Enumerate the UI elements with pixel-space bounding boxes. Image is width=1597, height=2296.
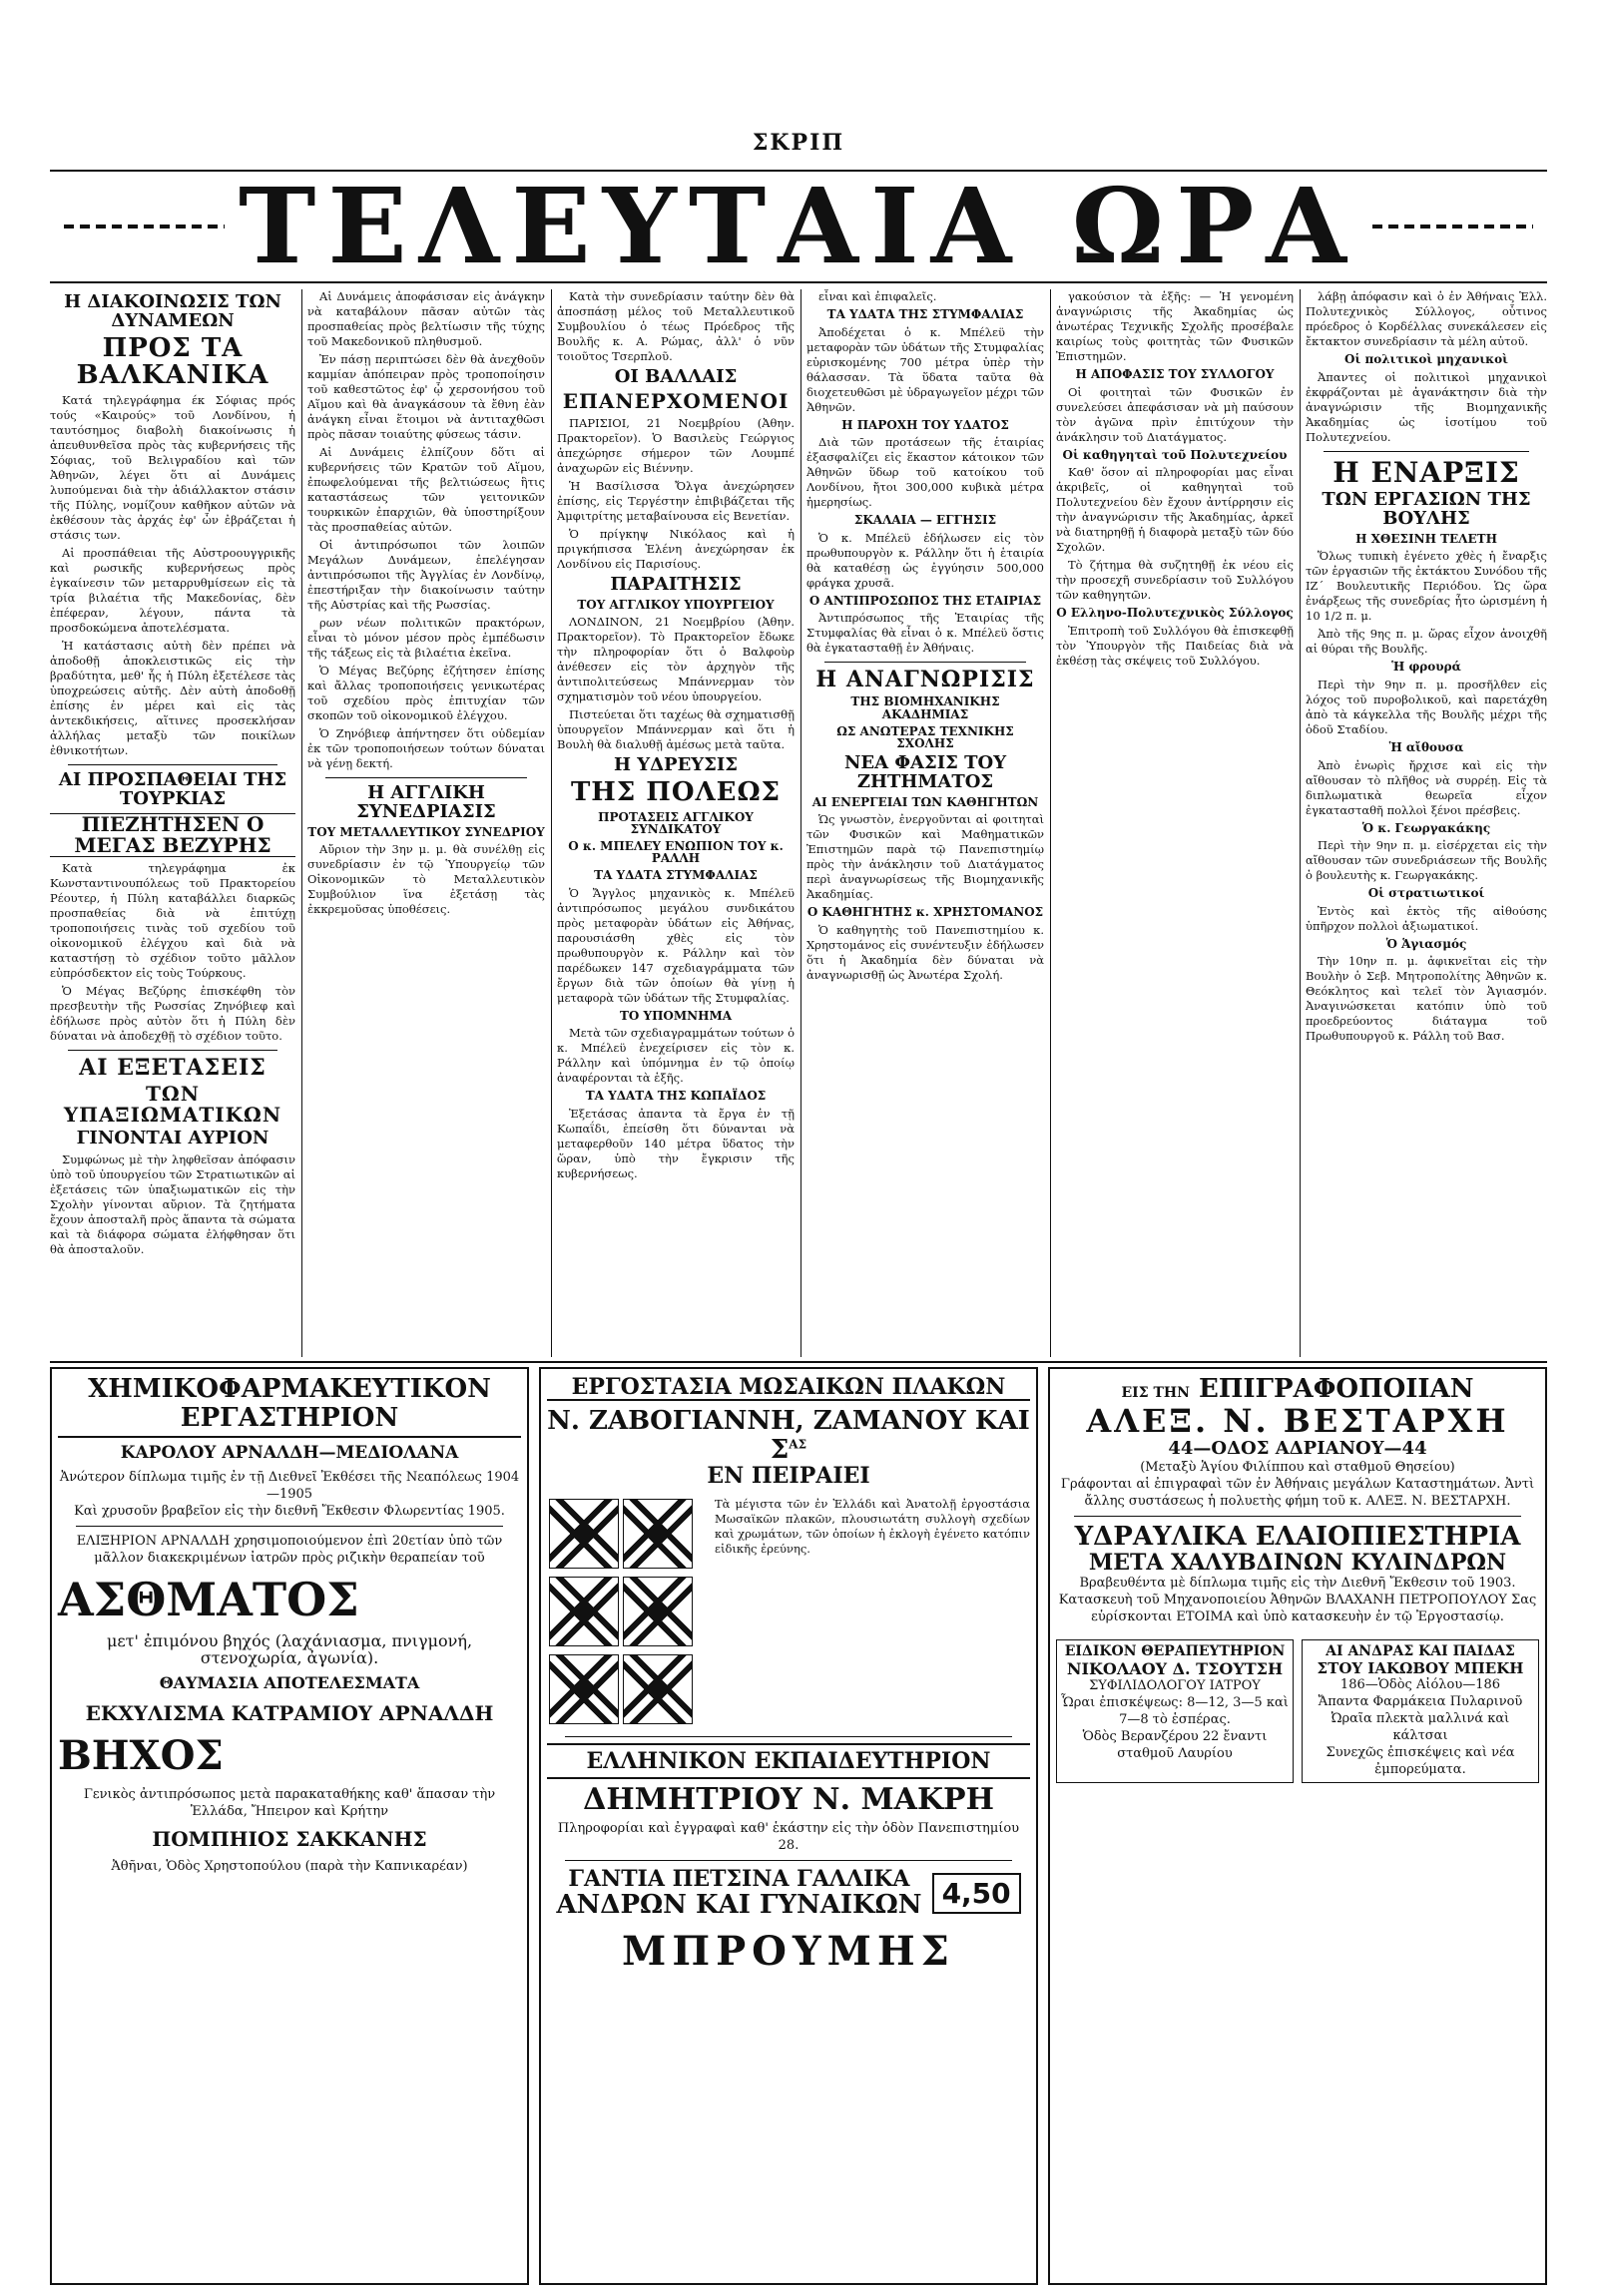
headline: Η ΕΝΑΡΞΙΣ bbox=[1332, 455, 1520, 489]
article-body bbox=[806, 812, 1044, 902]
paragraph: Ἐπιτροπὴ τοῦ Συλλόγου θὰ ἐπισκεφθῇ τὸν Ὑπουργὸν τῆς Παιδείας διὰ νὰ ἐκθέσῃ τὰς σκέψεις τοῦ Συλλόγου. bbox=[1056, 623, 1294, 668]
mosaic-tile bbox=[623, 1654, 693, 1724]
mosaic-tile bbox=[549, 1577, 619, 1646]
ad-name: ΚΑΡΟΛΟΥ ΑΡΝΑΛΔΗ—ΜΕΔΙΟΛΑΝΑ bbox=[120, 1443, 459, 1464]
headline: Ο ΑΝΤΙΠΡΟΣΩΠΟΣ ΤΗΣ ΕΤΑΙΡΙΑΣ bbox=[808, 593, 1042, 608]
ad-pre: ΕΙΣ ΤΗΝ bbox=[1121, 1385, 1190, 1401]
paragraph: Αἱ Δυνάμεις ἐλπίζουν δὅτι αἱ κυβερνήσεις τῶν Κρατῶν τοῦ Αἵμου, ἐπωφελούμεναι τῆς βελτιώσεως ἣτις καταστάσεως τῶν γειτονικῶν τουρκικῶν ἐπαρχιῶν, θὰ ὑποστηρίξουν τὰς προσπαθείας αὐτῶν. bbox=[307, 445, 545, 534]
column-rule bbox=[551, 289, 552, 1357]
divider bbox=[68, 1050, 277, 1051]
ad-title: ΕΛΛΗΝΙΚΟΝ ΕΚΠΑΙΔΕΥΤΗΡΙΟΝ bbox=[547, 1743, 1030, 1779]
article-body bbox=[806, 325, 1044, 415]
ad-line: Ἄπαντα Φαρμάκεια Πυλαρινοῦ bbox=[1318, 1694, 1523, 1710]
ad-line: Ἀθῆναι, Ὁδὸς Χρηστοπούλου (παρὰ τὴν Καπνικαρέαν) bbox=[111, 1859, 468, 1875]
headline: ΤΟΥ ΑΓΓΛΙΚΟΥ ΥΠΟΥΡΓΕΙΟΥ bbox=[577, 597, 775, 612]
paragraph: Πιστεύεται ὅτι ταχέως θὰ σχηματισθῇ ὑπουργεῖον Μπάννερμαν καὶ ὅτι ἡ Βουλὴ θὰ διαλυθῇ ἀμέσως μετὰ ταῦτα. bbox=[557, 707, 795, 752]
ad-line: Καὶ χρυσοῦν βραβεῖον εἰς τὴν διεθνῆ Ἔκθεσιν Φλωρεντίας 1905. bbox=[74, 1503, 505, 1519]
headline: ΑΙ ΕΝΕΡΓΕΙΑΙ ΤΩΝ ΚΑΘΗΓΗΤΩΝ bbox=[811, 794, 1039, 809]
paragraph: ΛΟΝΔΙΝΟΝ, 21 Νοεμβρίου (Ἀθην. Πρακτορεῖον). Τὸ Πρακτορεῖον ἔδωκε τὴν πληροφορίαν ὅτι ὁ Βαλφοὺρ ἀνέθεσεν εἰς τὸν ἀρχηγὸν τῆς ἀντιπολιτεύσεως Μπάννερμαν τὸν σχηματισμὸν τοῦ νέου ὑπουργείου. bbox=[557, 615, 795, 704]
paragraph: Ὁ Ἄγγλος μηχανικὸς κ. Μπέλεϋ ἀντιπρόσωπος μεγάλου συνδικάτου πρὸς μεταφορὰν ὑδάτων εἰς Ἀθήνας, παρουσιάσθη χθὲς εἰς τὸν πρωθυπουργὸν κ. Ράλλην καὶ τὸν παρέδωκεν 147 σχεδιαγράμματα τῶν ἔργων διὰ τῶν ὁποίων θὰ γίνῃ ἡ μεταφορὰ τῶν ὑδάτων τῆς Στυμφαλίας. bbox=[557, 885, 795, 1005]
headline: ΑΙ ΠΡΟΣΠΑΘΕΙΑΙ ΤΗΣ ΤΟΥΡΚΙΑΣ bbox=[58, 769, 287, 810]
article-body bbox=[307, 289, 545, 771]
headline: Η ΔΙΑΚΟΙΝΩΣΙΣ ΤΩΝ ΔΥΝΑΜΕΩΝ bbox=[64, 291, 281, 331]
ad-line: εὑρίσκονται ΕΤΟΙΜΑ καὶ ὑπὸ κατασκευὴν ἐν τῷ Ἐργοστασίῳ. bbox=[1091, 1609, 1504, 1625]
paragraph: Κατὰ τηλεγράφημα ἐκ Κωνσταντινουπόλεως τοῦ Πρακτορείου Ρέουτερ, ἡ Πύλη καταβάλλει διαρκῶς προσπαθείας διὰ νὰ ἐπιτύχῃ τροποποιήσεις τινὰς τοῦ σχεδίου τοῦ οἰκονομικοῦ ἐλέγχου καὶ διὰ νὰ καταστήσῃ τὸ σχέδιον τοῦτο μᾶλλον εὐπρόσδεκτον εἰς τοὺς Τούρκους. bbox=[50, 861, 295, 981]
article-body bbox=[557, 289, 795, 364]
ad-title bbox=[1056, 1375, 1539, 1404]
headline: ΕΠΑΝΕΡΧΟΜΕΝΟΙ bbox=[562, 388, 790, 413]
divider bbox=[76, 1526, 503, 1527]
ad-name-text: Ν. ΖΑΒΟΓΙΑΝΝΗ, ΖΑΜΑΝΟΥ ΚΑΙ Σ bbox=[547, 1406, 1030, 1465]
paragraph: Περὶ τὴν 9ην π. μ. εἰσέρχεται εἰς τὴν αἴθουσαν τῶν συνεδριάσεων τῆς Βουλῆς ὁ βουλευτὴς κ. Γεωργακάκης. bbox=[1306, 838, 1547, 883]
ad-name: ΣΤΟΥ ΙΑΚΩΒΟΥ ΜΠΕΚΗ bbox=[1317, 1658, 1524, 1677]
shop-name: ΜΠΡΟΥΜΗΣ bbox=[622, 1927, 955, 1975]
paragraph: Ὡς γνωστὸν, ἐνεργοῦνται αἱ φοιτηταὶ τῶν Φυσικῶν καὶ Μαθηματικῶν Ἐπιστημῶν παρὰ τῷ Πανεπιστημίῳ πρὸς τὴν ἀνάκλησιν τοῦ Διατάγματος περὶ ἀναγνωρίσεως τῆς Βιομηχανικῆς Ἀκαδημίας. bbox=[806, 812, 1044, 902]
paragraph: Ὁ Μέγας Βεζύρης ἐζήτησεν ἐπίσης καὶ ἄλλας τροποποιήσεις γενικωτέρας τοῦ σχεδίου πρὸς ἐπιτυχίαν τῶν σκοπῶν τοῦ οἰκονομικοῦ ἐλέγχου. bbox=[307, 664, 545, 722]
paragraph: Ἐντὸς καὶ ἐκτὸς τῆς αἰθούσης ὑπῆρχον πολλοὶ ἀξιωματικοί. bbox=[1306, 903, 1547, 933]
right-flourish bbox=[1372, 225, 1533, 229]
ad-title: ΓΑΝΤΙΑ ΠΕΤΣΙΝΑ ΓΑΛΛΙΚΑ bbox=[568, 1865, 910, 1892]
mosaic-tile bbox=[623, 1577, 693, 1646]
paragraph: Καθ' ὅσον αἱ πληροφορίαι μας εἶναι ἀκριβεῖς, οἱ καθηγηταὶ τοῦ Πολυτεχνείου δὲν ἔχουν ἀντίρρησιν εἰς τὴν ἀναγνώρισιν τῆς Ἀκαδημίας, ἀρκεῖ νὰ διατηρηθῇ ἡ διαφορὰ μεταξὺ τῶν δύο Σχολῶν. bbox=[1056, 465, 1294, 555]
paragraph: Μετὰ τῶν σχεδιαγραμμάτων τούτων ὁ κ. Μπέλεϋ ἐνεχείρισεν εἰς τὸν κ. Ράλλην καὶ ὑπόμνημα ἐν τῷ ὁποίῳ ἀναφέρονται τὰ ἑξῆς. bbox=[557, 1026, 795, 1086]
ad-line: ΕΚΧΥΛΙΣΜΑ ΚΑΤΡΑΜΙΟΥ ΑΡΝΑΛΔΗ bbox=[85, 1701, 494, 1726]
column-2 bbox=[307, 289, 545, 1357]
divider bbox=[824, 662, 1026, 663]
paragraph: Κατὰ τὴν συνεδρίασιν ταύτην δὲν θὰ ἀποσπάσῃ μέλος τοῦ Μεταλλευτικοῦ Συμβουλίου ὁ τέως Πρόεδρος τῆς Βουλῆς κ. Α. Ρώμας, ἀλλ' ὁ νῦν τοιοῦτος Τσερπλοῦ. bbox=[557, 289, 795, 363]
article-body bbox=[1306, 549, 1547, 657]
paragraph: Ἀποδέχεται ὁ κ. Μπέλεϋ τὴν μεταφορὰν τῶν ὑδάτων τῆς Στυμφαλίας εὑρισκομένης 700 μέτρα ὑπὲρ τὴν θάλασσαν. Τὰ ὕδατα ταῦτα θὰ διοχετευθῶσι μὲ ὑδραγωγεῖον μέχρι τῶν Ἀθηνῶν. bbox=[806, 324, 1044, 414]
headline: ΤΟΥ ΜΕΤΑΛΛΕΥΤΙΚΟΥ ΣΥΝΕΔΡΙΟΥ bbox=[307, 824, 545, 839]
ad-line: ΕΛΙΞΗΡΙΟΝ ΑΡΝΑΛΔΗ χρησιμοποιούμενον ἐπὶ 20ετίαν ὑπὸ τῶν μᾶλλον διακεκριμένων ἰατρῶν πρὸς ριζικὴν θεραπείαν τοῦ bbox=[76, 1533, 503, 1566]
article-body bbox=[806, 923, 1044, 983]
ad-title-text: ΕΠΙΓΡΑΦΟΠΟΙΙΑΝ bbox=[1199, 1374, 1474, 1404]
column-3 bbox=[557, 289, 795, 1357]
article-body bbox=[557, 1026, 795, 1086]
small-ads bbox=[1056, 1635, 1539, 1787]
paragraph: Ὁ Μέγας Βεζύρης ἐπισκέφθη τὸν πρεσβευτὴν τῆς Ρωσσίας Ζηνόβιεφ καὶ ἐδήλωσε πρὸς αὐτὸν ὅτι ἡ Πύλη δὲν δύναται νὰ ἀποδεχθῇ τὸ σχέδιον τοῦτο. bbox=[50, 984, 295, 1044]
divider bbox=[325, 777, 527, 778]
article-body bbox=[1306, 678, 1547, 737]
ad-title: ΜΕΤΑ ΧΑΛΥΒΔΙΝΩΝ ΚΥΛΙΝΔΡΩΝ bbox=[1088, 1550, 1507, 1577]
mosaic-tile bbox=[549, 1654, 619, 1724]
gloves-ad bbox=[547, 1867, 1030, 1920]
paragraph: Αἱ Δυνάμεις ἀποφάσισαν εἰς ἀνάγκην νὰ καταβάλουν πᾶσαν αὐτῶν τὰς προσπαθείας πρὸς βελτίωσιν τῆς τύχης τοῦ Μακεδονικοῦ πληθυσμοῦ. bbox=[307, 289, 545, 348]
article-body bbox=[1056, 289, 1294, 364]
headline: Η ΑΝΑΓΝΩΡΙΣΙΣ bbox=[815, 667, 1035, 693]
paragraph: Ἐξετάσας ἀπαντα τὰ ἔργα ἐν τῇ Κωπαΐδι, ἐπείσθη ὅτι δύνανται νὰ μεταφερθοῦν 140 μέτρα ὕδατος τὴν ὥραν, ὑπὸ τὴν ἔγκρισιν τῆς κυβερνήσεως. bbox=[557, 1106, 795, 1180]
headline: Η ΧΘΕΣΙΝΗ ΤΕΛΕΤΗ bbox=[1355, 531, 1497, 546]
mosaic-tile bbox=[623, 1499, 693, 1569]
tile-grid bbox=[547, 1497, 707, 1730]
headline: Η ΑΠΟΦΑΣΙΣ ΤΟΥ ΣΥΛΛΟΓΟΥ bbox=[1075, 367, 1275, 381]
article-body bbox=[1056, 385, 1294, 445]
ad-signs bbox=[1048, 1367, 1547, 2285]
article-body bbox=[307, 842, 545, 917]
ad-line: ΣΥΦΙΛΙΔΟΛΟΓΟΥ ΙΑΤΡΟΥ bbox=[1089, 1678, 1261, 1694]
masthead-banner bbox=[50, 165, 1547, 287]
ad-line: Συνεχῶς ἐπισκέψεις καὶ νέα ἐμπορεύματα. bbox=[1326, 1745, 1515, 1778]
article-body bbox=[1306, 289, 1547, 349]
top-masthead-word: ΣΚΡΙΠ bbox=[752, 130, 845, 156]
section-rule bbox=[50, 1361, 1547, 1363]
ad-name-sup: ΑΣ bbox=[789, 1437, 807, 1452]
ad-line: (Μεταξὺ Ἁγίου Φιλίππου καὶ σταθμοῦ Θησείου) bbox=[1140, 1459, 1455, 1475]
headline: ΤΑ ΥΔΑΤΑ ΣΤΥΜΦΑΛΙΑΣ bbox=[594, 867, 758, 882]
ad-title: ΕΙΔΙΚΟΝ ΘΕΡΑΠΕΥΤΗΡΙΟΝ bbox=[1064, 1643, 1286, 1660]
divider bbox=[565, 1860, 1012, 1861]
paragraph: Τὸ ζήτημα θὰ συζητηθῇ ἐκ νέου εἰς τὴν προσεχῆ συνεδρίασιν τοῦ Συλλόγου τῶν καθηγητῶν. bbox=[1056, 558, 1294, 603]
column-5 bbox=[1056, 289, 1294, 1357]
article-body bbox=[557, 1107, 795, 1181]
ad-title: ΕΡΓΟΣΤΑΣΙΑ ΜΩΣΑΙΚΩΝ ΠΛΑΚΩΝ bbox=[547, 1375, 1030, 1401]
ad-line: Ὧραι ἐπισκέψεως: 8—12, 3—5 καὶ 7—8 τὸ ἑσπέρας. bbox=[1061, 1695, 1289, 1728]
article-body bbox=[1306, 838, 1547, 883]
ad-address: 186—Ὁδὸς Αἰόλου—186 bbox=[1339, 1677, 1501, 1693]
ad-line: Πληροφορίαι καὶ ἐγγραφαὶ καθ' ἑκάστην εἰς τὴν ὁδὸν Πανεπιστημίου 28. bbox=[557, 1820, 1020, 1853]
article-body bbox=[557, 886, 795, 1006]
headline: ΤΟ ΥΠΟΜΝΗΜΑ bbox=[619, 1008, 733, 1023]
paragraph: Ἡ κατάστασις αὐτὴ δὲν πρέπει νὰ ἀποδοθῇ ἀποκλειστικῶς εἰς τὴν βραδύτητα, μεθ' ἧς ἡ Πύλη ἐξετέλεσε τὰς ὑποχρεώσεις αὐτῆς. Δὲν αὐτὴ ἀποδοθῇ ἐπίσης ἐν μέρει καὶ εἰς τὰς ἀντεκδικήσεις, αἵτινες προσεκλήσαν ἀλλήλας μεταξὺ τῶν ποικίλων ἐθνικοτήτων. bbox=[50, 639, 295, 758]
divider bbox=[1324, 451, 1529, 452]
article-body bbox=[1306, 370, 1547, 445]
ad-line: Γράφονται αἱ ἐπιγραφαὶ τῶν ἐν Ἀθήναις μεγάλων Καταστημάτων. Ἀντὶ ἄλλης συστάσεως ἡ πολυετὴς φήμη τοῦ κ. ΑΛΕΞ. Ν. ΒΕΣΤΑΡΧΗ. bbox=[1060, 1476, 1535, 1509]
headline: ΤΩΝ ΥΠΑΞΙΩΜΑΤΙΚΩΝ bbox=[63, 1082, 282, 1128]
paragraph: Κατά τηλεγράφημα έκ Σόφιας πρός τούς «Καιρούς» τοῦ Λονδίνου, ἡ ταυτόσημος διαβολὴ διακοίνωσις ἡ ἀπευθυνθεῖσα πρὸς τὰς κυβερνήσεις τῆς Σόφιας, τοῦ Βελιγραδίου καὶ τῶν Ἀθηνῶν, λέγει ὅτι αἱ Δυνάμεις λυπούμεναι διὰ τὴν ἀδιάλλακτον στάσιν τῆς Πύλης, νομίζουν καθῆκον αὐτῶν νὰ ἐκθέσουν τὰς ἀρχάς ἐφ' ὧν ἐβράζεται ἡ στάσις των. bbox=[50, 393, 295, 543]
paragraph: Ἀντιπρόσωπος τῆς Ἑταιρίας τῆς Στυμφαλίας θὰ εἶναι ὁ κ. Μπέλεϋ ὅστις θὰ ἐγκατασταθῇ ἐν Ἀθήναις. bbox=[806, 611, 1044, 656]
article-body bbox=[1056, 624, 1294, 669]
paragraph: Συμφώνως μὲ τὴν ληφθεῖσαν ἀπόφασιν ὑπὸ τοῦ ὑπουργείου τῶν Στρατιωτικῶν αἱ ἐξετάσεις τῶν ὑπαξιωματικῶν εἰς τὴν Σχολὴν γίνονται αὔριον. Τὰ ζητήματα ἔχουν ἀποσταλῆ πρὸς ἅπαντα τὰ σώματα καὶ τὰ διάφορα σώματα ἐλήφθησαν ὅτι θὰ ἀποσταλοῦν. bbox=[50, 1152, 295, 1257]
ad-title: ΑΝΔΡΩΝ ΚΑΙ ΓΥΝΑΙΚΩΝ bbox=[556, 1889, 922, 1920]
headline: Ὁ Ἁγιασμός bbox=[1385, 936, 1467, 951]
ad-text: Τὰ μέγιστα τῶν ἐν Ἑλλάδι καὶ Ἀνατολῇ ἐργοστάσια Μωσαϊκῶν πλακῶν, πλουσιωτάτη συλλογὴ σχεδίων καὶ χρωμάτων, τῶν ὁποίων ἡ ἐκλογὴ ἐγένετο κατόπιν εἰδικῆς ἐρεύνης. bbox=[715, 1496, 1030, 1556]
headline: ΟΙ ΒΑΛΛΑΙΣ bbox=[614, 366, 738, 387]
price-tag: 4,50 bbox=[932, 1873, 1021, 1914]
paragraph: ρων νέων πολιτικῶν πρακτόρων, εἶναι τὸ μόνον μέσον πρὸς ἐμπέδωσιν τῆς τάξεως εἰς τὰ βιλαέτια ἐκεῖνα. bbox=[307, 616, 545, 660]
ad-place: ΕΝ ΠΕΙΡΑΙΕΙ bbox=[707, 1463, 870, 1490]
headline: Ὁ κ. Γεωργακάκης bbox=[1361, 820, 1491, 835]
divider bbox=[1074, 1516, 1521, 1517]
paragraph: Οἱ ἀντιπρόσωποι τῶν λοιπῶν Μεγάλων Δυνάμεων, ἐπελέγησαν ἀντιπρόσωποι τῆς Ἀγγλίας ἐν Λονδίνῳ, ἐπεστήριξαν τὴν διακοίνωσιν ταύτην τῆς Αὐστρίας καὶ τῆς Ρωσσίας. bbox=[307, 538, 545, 612]
article-body bbox=[1056, 465, 1294, 603]
article-body bbox=[50, 861, 295, 1044]
headline: Οἱ πολιτικοὶ μηχανικοὶ bbox=[1344, 352, 1508, 366]
column-6 bbox=[1306, 289, 1547, 1357]
paragraph: Ἀπαντες οἱ πολιτικοὶ μηχανικοὶ ἐκφράζονται μὲ ἀγανάκτησιν διὰ τὴν ἀναγνώρισιν τῆς Βιομηχανικῆς Ἀκαδημίας ὡς ἰσοτίμου τοῦ Πολυτεχνείου. bbox=[1306, 369, 1547, 444]
article-body bbox=[1306, 904, 1547, 934]
headline: Ο Ελληνο-Πολυτεχνικὸς Σύλλογος bbox=[1056, 606, 1294, 621]
ad-big-word: ΒΗΧΟΣ bbox=[58, 1732, 224, 1780]
headline: ΤΑ ΥΔΑΤΑ ΤΗΣ ΚΩΠΑΪΔΟΣ bbox=[585, 1089, 767, 1104]
ad-line: ΠΟΜΠΗΙΟΣ ΣΑΚΚΑΝΗΣ bbox=[152, 1827, 427, 1852]
paragraph: Οἱ φοιτηταὶ τῶν Φυσικῶν ἐν συνελεύσει ἀπεφάσισαν νὰ μὴ παύσουν τὸν ἀγῶνα πρὶν ἐπιτύχουν τὴν ἀνάκλησιν τοῦ Διατάγματος. bbox=[1056, 384, 1294, 444]
paragraph: Ἡ Βασίλισσα Ὄλγα ἀνεχώρησεν ἐπίσης, εἰς Τεργέστην ἐπιβιβάζεται τῆς Ἀμφιτρίτης μεταβαίνουσα εἰς Βενετίαν. bbox=[557, 478, 795, 523]
paragraph: γακούσιον τὰ ἑξῆς: — Ἡ γενομένη ἀναγνώρισις τῆς Ἀκαδημίας ὡς ἀνωτέρας Τεχνικῆς Σχολῆς προσέβαλε καιρίως τοὺς φοιτητὰς τῶν Φυσικῶν Ἐπιστημῶν. bbox=[1056, 289, 1294, 363]
divider bbox=[565, 1736, 1012, 1737]
paragraph: Ὁ κ. Μπέλεϋ ἐδήλωσεν εἰς τὸν πρωθυπουργὸν κ. Ράλλην ὅτι ἡ ἑταιρία θὰ καταθέσῃ ὡς ἐγγύησιν 500,000 φράγκα χρυσᾶ. bbox=[806, 530, 1044, 590]
ad-line: Γενικὸς ἀντιπρόσωπος μετὰ παρακαταθήκης καθ' ἅπασαν τὴν Ἑλλάδα, Ἤπειρον καὶ Κρήτην bbox=[83, 1787, 496, 1820]
column-rule bbox=[1300, 289, 1301, 1357]
article-body bbox=[806, 531, 1044, 591]
headline: ΑΙ ΕΞΕΤΑΣΕΙΣ bbox=[79, 1055, 266, 1082]
ad-title: ΑΙ ΑΝΔΡΑΣ ΚΑΙ ΠΑΙΔΑΣ bbox=[1326, 1643, 1515, 1660]
paragraph: Ἀπὸ τῆς 9ης π. μ. ὥρας εἶχον ἀνοιχθῆ αἱ θύραι τῆς Βουλῆς. bbox=[1306, 627, 1547, 657]
paragraph: Ὁ πρίγκηψ Νικόλαος καὶ ἡ πριγκήπισσα Ἑλένη ἀνεχώρησαν ἐκ Λονδίνου εἰς Παρισίους. bbox=[557, 526, 795, 571]
headline: ΤΗΣ ΒΙΟΜΗΧΑΝΙΚΗΣ ΑΚΑΔΗΜΙΑΣ bbox=[850, 694, 1000, 722]
column-rule bbox=[800, 289, 801, 1357]
paragraph: εἶναι καὶ ἐπιφαλεῖς. bbox=[818, 289, 937, 303]
ad-mosaic bbox=[539, 1367, 1038, 2285]
ad-line: Βραβευθέντα μὲ δίπλωμα τιμῆς εἰς τὴν Διεθνῆ Ἔκθεσιν τοῦ 1903. Κατασκευὴ τοῦ Μηχανοποιείου Ἀθηνῶν ΒΛΑΧΑΝΗ ΠΕΤΡΟΠΟΥΛΟΥ Σας bbox=[1058, 1576, 1537, 1608]
headline: Ο κ. ΜΠΕΛΕΥ ΕΝΩΠΙΟΝ ΤΟΥ κ. ΡΑΛΛΗ bbox=[568, 838, 784, 866]
headline: Ἡ αἴθουσα bbox=[1388, 739, 1464, 754]
paragraph: Τὴν 10ην π. μ. ἀφικνεῖται εἰς τὴν Βουλὴν ὁ Σεβ. Μητροπολίτης Ἀθηνῶν κ. Θεόκλητος καὶ τελεῖ τὸν Ἁγιασμόν. Ἀναγινώσκεται κατόπιν ὑπὸ τοῦ προεδρεύοντος διάταγμα τοῦ Πρωθυπουργοῦ κ. Ράλλη τοῦ Βασ. bbox=[1306, 954, 1547, 1044]
article-body bbox=[1306, 758, 1547, 818]
headline: Οἱ στρατιωτικοί bbox=[1367, 886, 1485, 901]
ad-big-word: ΑΣΘΜΑΤΟΣ bbox=[58, 1572, 359, 1626]
article-body bbox=[557, 615, 795, 752]
headline: ΠΑΡΑΙΤΗΣΙΣ bbox=[610, 573, 742, 595]
article-body bbox=[806, 435, 1044, 510]
ad-pharmacy bbox=[50, 1367, 529, 2285]
article-body bbox=[50, 1152, 295, 1257]
column-1 bbox=[50, 289, 295, 1357]
paragraph: Αἱ προσπάθειαι τῆς Αὐστροουγγρικῆς καὶ ρωσικῆς κυβερνήσεως πρὸς ἐγκαίνεσιν τῶν μεταρρυθμίσεων εἰς τὰ τρία βιλαέτια τῆς Μακεδονίας, δὲν ἐπέφεραν, λέγουν, πάντα τὰ προσδοκώμενα ἀποτελέσματα. bbox=[50, 546, 295, 636]
article-body bbox=[557, 416, 795, 572]
headline: ΣΚΑΛΑΙΑ — ΕΓΓΗΣΙΣ bbox=[853, 513, 997, 528]
headline: ΝΕΑ ΦΑΣΙΣ ΤΟΥ ΖΗΤΗΜΑΤΟΣ bbox=[843, 751, 1007, 792]
ad-line: Ὠραῖα πλεκτὰ μαλλινά καὶ κάλτσαι bbox=[1331, 1711, 1510, 1744]
headline: ΠΡΟΤΑΣΕΙΣ ΑΓΓΛΙΚΟΥ ΣΥΝΔΙΚΑΤΟΥ bbox=[598, 809, 754, 837]
ad-name bbox=[547, 1407, 1030, 1464]
gloves-text bbox=[556, 1867, 921, 1920]
headline: ΤΗΣ ΠΟΛΕΩΣ bbox=[570, 777, 782, 808]
ad-name: ΝΙΚΟΛΑΟΥ Δ. ΤΣΟΥΤΣΗ bbox=[1066, 1658, 1284, 1678]
headline: ΠΙΕΖΗΤΗΣΕΝ Ο ΜΕΓΑΣ ΒΕΖΥΡΗΣ bbox=[50, 813, 295, 857]
ad-line: Ἀνώτερον δίπλωμα τιμῆς ἐν τῇ Διεθνεῖ Ἐκθέσει τῆς Νεαπόλεως 1904—1905 bbox=[59, 1469, 520, 1502]
ad-address: 44—ΟΔΟΣ ΑΔΡΙΑΝΟΥ—44 bbox=[1168, 1437, 1427, 1459]
paragraph: Ἐν πάσῃ περιπτώσει δὲν θὰ ἀνεχθοῦν καμμίαν ἀπόπειραν πρὸς τροποποίησιν τοῦ καθεστῶτος ἐφ' ᾧ χερσονήσου τοῦ Αἵμου καὶ θὰ ἀναγκάσουν τὰ ἔθνη ἐὰν ἀνάγκη εἶναι ἕτοιμοι νὰ ἀντιταχθῶσι πρὸς πᾶσαν τοιαύτης φύσεως τάσιν. bbox=[307, 352, 545, 441]
ad-name: ΔΗΜΗΤΡΙΟΥ Ν. ΜΑΚΡΗ bbox=[583, 1781, 994, 1817]
column-rule bbox=[301, 289, 302, 1357]
paragraph: Αὔριον τὴν 3ην μ. μ. θὰ συνέλθῃ εἰς συνεδρίασιν ἐν τῷ Ὑπουργείῳ τῶν Οἰκονομικῶν τὸ Μεταλλευτικὸν Συμβούλιον ἵνα ἐξετάσῃ τὰς ἐκκρεμοῦσας ὑποθέσεις. bbox=[307, 842, 545, 917]
left-flourish bbox=[64, 225, 225, 229]
paragraph: Ἀπὸ ἐνωρὶς ἤρχισε καὶ εἰς τὴν αἴθουσαν τὸ πλῆθος νὰ συρρέῃ. Εἰς τὰ διπλωματικὰ θεωρεῖα εἶχον ἐγκατασταθῆ πολλοὶ ξένοι πρέσβεις. bbox=[1306, 757, 1547, 817]
headline: Οἱ καθηγηταὶ τοῦ Πολυτεχνείου bbox=[1062, 447, 1288, 462]
ad-title: ΧΗΜΙΚΟΦΑΡΜΑΚΕΥΤΙΚΟΝ ΕΡΓΑΣΤΗΡΙΟΝ bbox=[58, 1375, 521, 1438]
column-4 bbox=[806, 289, 1044, 1357]
ad-title: ΥΔΡΑΥΛΙΚΑ ΕΛΑΙΟΠΙΕΣΤΗΡΙΑ bbox=[1074, 1521, 1521, 1552]
paragraph: Ὅλως τυπικὴ ἐγένετο χθὲς ἡ ἔναρξις τῶν ἐργασιῶν τῆς ἐκτάκτου Συνόδου τῆς ΙΖ΄ Βουλευτικῆς Περιόδου. Ὡς ὥρα ἐνάρξεως τῆς συνεδρίας ἦτο ὡρισμένη ἡ 10 1/2 π. μ. bbox=[1306, 549, 1547, 624]
article-body bbox=[1306, 954, 1547, 1044]
paragraph: Ὁ Ζηνόβιεφ ἀπήντησεν ὅτι οὐδεμίαν ἐκ τῶν τροποποιήσεων τούτων δύναται νὰ γένῃ δεκτή. bbox=[307, 726, 545, 770]
headline: ΠΡΟΣ ΤΑ ΒΑΛΚΑΝΙΚΑ bbox=[76, 332, 269, 391]
paragraph: λάβῃ ἀπόφασιν καὶ ὁ ἐν Ἀθήναις Ἑλλ. Πολυτεχνικὸς Σύλλογος, οὗτινος πρόεδρος ὁ Κορδέλλας συνεκάλεσεν εἰς ἔκτακτον συνεδρίασιν τὰ μέλη αὐτοῦ. bbox=[1306, 289, 1547, 348]
ad-clinic bbox=[1056, 1639, 1294, 1783]
headline: ΤΩΝ ΕΡΓΑΣΙΩΝ ΤΗΣ ΒΟΥΛΗΣ bbox=[1322, 488, 1531, 529]
article-body bbox=[806, 289, 1044, 304]
headline: ΤΑ ΥΔΑΤΑ ΤΗΣ ΣΤΥΜΦΑΛΙΑΣ bbox=[826, 307, 1024, 321]
headline: ΓΙΝΟΝΤΑΙ ΑΥΡΙΟΝ bbox=[76, 1128, 269, 1149]
column-rule bbox=[1050, 289, 1051, 1357]
ad-line: Ὁδὸς Βερανζέρου 22 ἔναντι σταθμοῦ Λαυρίου bbox=[1082, 1729, 1268, 1762]
headline: ΩΣ ΑΝΩΤΕΡΑΣ ΤΕΧΝΙΚΗΣ ΣΧΟΛΗΣ bbox=[836, 723, 1014, 751]
ad-name: ΑΛΕΞ. Ν. ΒΕΣΤΑΡΧΗ bbox=[1086, 1401, 1509, 1440]
newspaper-page bbox=[50, 130, 1547, 2285]
ad-line: ΘΑΥΜΑΣΙΑ ΑΠΟΤΕΛΕΣΜΑΤΑ bbox=[159, 1673, 420, 1693]
headline: Ἡ φρουρά bbox=[1391, 660, 1461, 675]
tile-row bbox=[547, 1497, 1030, 1730]
headline: Ο ΚΑΘΗΓΗΤΗΣ κ. ΧΡΗΣΤΟΜΑΝΟΣ bbox=[806, 905, 1044, 920]
paragraph: Διὰ τῶν προτάσεων τῆς ἑταιρίας ἐξασφαλίζει εἰς ἕκαστον κάτοικον τῶν Ἀθηνῶν ὕδωρ τοῦ κατοίκου τοῦ Λονδίνου, ἤτοι 300,000 κυβικὰ μέτρα ἡμερησίως. bbox=[806, 435, 1044, 510]
article-body bbox=[806, 611, 1044, 656]
headline: Η ΥΔΡΕΥΣΙΣ bbox=[613, 754, 739, 776]
masthead-title: ΤΕΛΕΥΤΑΙΑ ΩΡΑ bbox=[239, 165, 1358, 287]
ad-line: μετ' ἐπιμόνου βηχός (λαχάνιασμα, πνιγμονή, στενοχωρία, ἀγωνία). bbox=[106, 1631, 473, 1668]
headline: Η ΑΓΓΛΙΚΗ ΣΥΝΕΔΡΙΑΣΙΣ bbox=[356, 782, 496, 822]
headline: Η ΠΑΡΟΧΗ ΤΟΥ ΥΔΑΤΟΣ bbox=[841, 417, 1009, 432]
mosaic-tile bbox=[549, 1499, 619, 1569]
paragraph: Περὶ τὴν 9ην π. μ. προσῆλθεν εἰς λόχος τοῦ πυροβολικοῦ, καὶ παρετάχθη ἀπὸ τὰ κάγκελλα τῆς Βουλῆς μέχρι τῆς ὁδοῦ Σταδίου. bbox=[1306, 677, 1547, 736]
divider bbox=[68, 764, 277, 765]
article-body bbox=[50, 393, 295, 758]
paragraph: ΠΑΡΙΣΙΟΙ, 21 Νοεμβρίου (Ἀθην. Πρακτορεῖον). Ὁ Βασιλεὺς Γεώργιος ἀπεχώρησε σήμερον τῶν Λουμπέ ἀναχωρῶν εἰς Βιέννην. bbox=[557, 415, 795, 475]
paragraph: Ὁ καθηγητὴς τοῦ Πανεπιστημίου κ. Χρηστομάνος εἰς συνέντευξιν ἐδήλωσεν ὅτι ἡ Ἀκαδημία δὲν δύναται νὰ ἀναγνωρισθῇ ὡς Ἀνωτέρα Σχολή. bbox=[806, 922, 1044, 982]
ad-shop bbox=[1302, 1639, 1539, 1783]
